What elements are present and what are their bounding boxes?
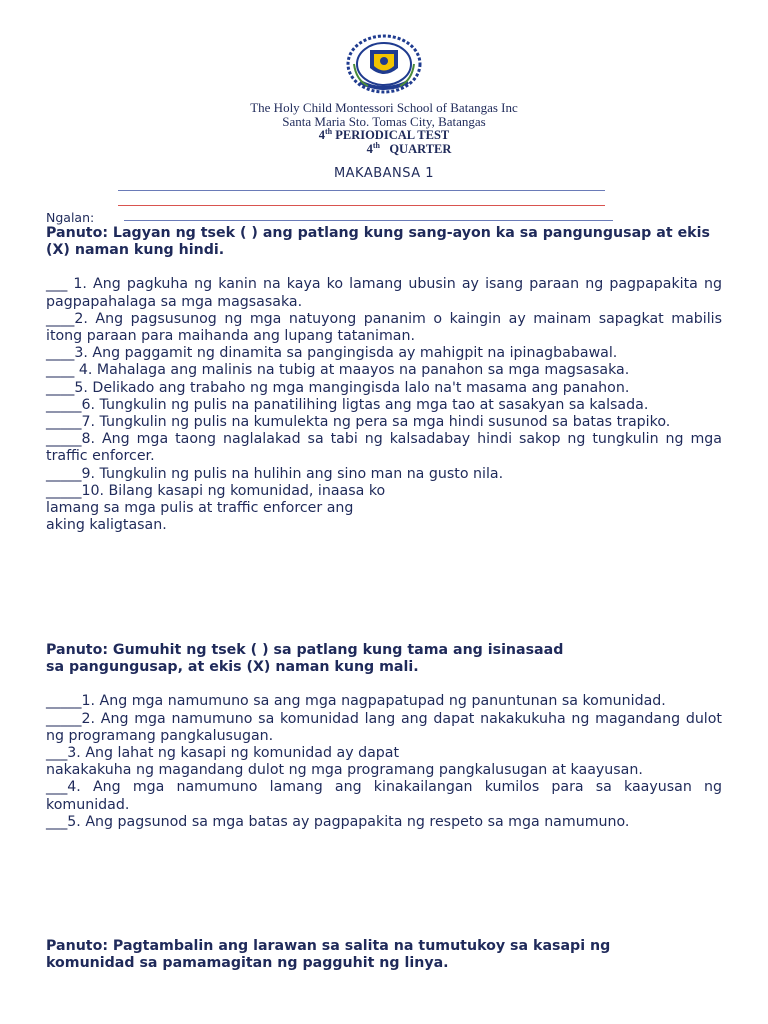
list-item: _____2. Ang mga namumuno sa komunidad lang ang dapat nakakukuha ng magandang dulot ng programang pangkalusugan. — [46, 710, 722, 744]
list-item: _____1. Ang mga namumuno sa ang mga nagpapatupad ng panuntunan sa komunidad. — [46, 693, 666, 710]
section-1 — [46, 225, 722, 534]
school-address: Santa Maria Sto. Tomas City, Batangas — [282, 114, 486, 129]
instruction: Panuto: Pagtambalin ang larawan sa salita na tumutukoy sa kasapi ng — [46, 938, 611, 954]
list-item: ___5. Ang pagsunod sa mga batas ay pagpapakita ng respeto sa mga namumuno. — [46, 813, 630, 830]
list-item: ___3. Ang lahat ng kasapi ng komunidad ay dapat — [46, 745, 400, 762]
instruction: sa pangungusap, at ekis (X) naman kung mali. — [46, 659, 419, 676]
name-label: Ngalan: — [46, 210, 95, 225]
blank-line — [118, 190, 605, 191]
blank-line — [118, 205, 605, 206]
list-item: ____3. Ang paggamit ng dinamita sa pangingisda ay mahigpit na ipinagbabawal. — [46, 345, 618, 362]
instruction: Panuto: Gumuhit ng tsek ( ) sa patlang kung tama ang isinasaad — [46, 642, 564, 658]
subject-title: MAKABANSA 1 — [333, 166, 435, 181]
instruction: Panuto: Lagyan ng tsek ( ) ang patlang kung sang-ayon ka sa pangungusap at ekis (X) naman kung hindi. — [46, 225, 710, 259]
list-item: ___ 1. Ang pagkuha ng kanin na kaya ko lamang ubusin ay isang paraan ng pagpapakita ng pagpapahalaga sa mga magsasaka. — [46, 276, 722, 310]
school-name: The Holy Child Montessori School of Batangas Inc — [250, 100, 518, 115]
list-item: aking kaligtasan. — [46, 517, 167, 534]
section-3 — [46, 938, 722, 972]
instruction: komunidad sa pamamagitan ng pagguhit ng linya. — [46, 955, 449, 972]
item-list — [46, 276, 722, 500]
school-seal-icon — [346, 34, 422, 98]
list-item: ____5. Delikado ang trabaho ng mga mangingisda lalo na't masama ang panahon. — [46, 379, 630, 396]
list-item: _____8. Ang mga taong naglalakad sa tabi ng kalsadabay hindi sakop ng tungkulin ng mga traffic enforcer. — [46, 431, 722, 465]
section-2 — [46, 642, 722, 831]
list-item: ____2. Ang pagsusunog ng mga natuyong pananim o kaingin ay mainam sapagkat mabilis itong paraan para maihanda ang lupang tataniman. — [46, 310, 722, 345]
list-item: ____ 4. Mahalaga ang malinis na tubig at maayos na panahon sa mga magsasaka. — [46, 362, 630, 379]
name-field-line[interactable] — [124, 220, 613, 221]
list-item: ___4. Ang mga namumuno lamang ang kinakailangan kumilos para sa kaayusan ng komunidad. — [46, 779, 722, 813]
list-item: nakakakuha ng magandang dulot ng mga programang pangkalusugan at kaayusan. — [46, 762, 643, 779]
quarter-title: 4th QUARTER — [366, 141, 452, 157]
test-title: 4th PERIODICAL TEST — [318, 127, 450, 143]
list-item: _____7. Tungkulin ng pulis na kumulekta ng pera sa mga hindi susunod sa batas trapiko. — [46, 414, 671, 431]
list-item: _____9. Tungkulin ng pulis na hulihin ang sino man na gusto nila. — [46, 465, 504, 482]
list-item: lamang sa mga pulis at traffic enforcer ang — [46, 500, 354, 517]
list-item: _____6. Tungkulin ng pulis na panatilihing ligtas ang mga tao at sasakyan sa kalsada. — [46, 396, 649, 413]
item-list — [46, 693, 722, 831]
list-item: _____10. Bilang kasapi ng komunidad, inaasa ko — [46, 482, 386, 499]
